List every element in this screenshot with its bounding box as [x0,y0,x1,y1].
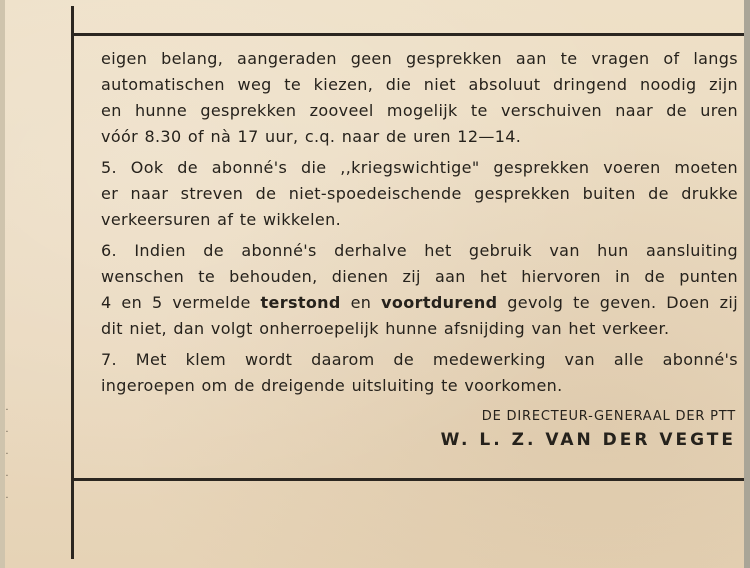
text-line-mixed [101,290,738,316]
text-line: 5. Ook de abonné's die ,,kriegswichtige" gesprekken voeren moeten [101,158,738,177]
column-rule-top [74,33,744,36]
text-line: 7. Met klem wordt daarom de medewerking van alle abonné's [101,350,738,369]
text-line: vóór 8.30 of nà 17 uur, c.q. naar de uren 12—14. [101,127,522,146]
margin-marks: · · · · · [5,405,9,504]
column-rule-vertical [71,6,74,559]
paragraph-5 [101,155,738,233]
paragraph-7 [101,347,738,399]
text-run: 4 en 5 vermelde [101,293,261,312]
column-rule-bottom [74,478,744,481]
signatory-name: W. L. Z. VAN DER VEGTE [440,430,736,450]
text-run: gevolg te geven. Doen zij [497,293,738,312]
text-line: dit niet, dan volgt onherroepelijk hunne afsnijding van het verkeer. [101,319,670,338]
paragraph-4-continued [101,46,738,150]
scan-edge-right [744,0,750,568]
emphasis-terstond: terstond [260,293,341,312]
text-line: ingeroepen om de dreigende uitsluiting te voorkomen. [101,376,563,395]
paragraph-6 [101,238,738,342]
text-line: automatischen weg te kiezen, die niet absoluut dringend noodig zijn [101,75,738,94]
text-line: en hunne gesprekken zooveel mogelijk te verschuiven naar de uren [101,101,738,120]
text-line: eigen belang, aangeraden geen gesprekken aan te vragen of langs [101,49,738,68]
emphasis-voortdurend: voortdurend [381,293,498,312]
announcement-body [101,46,738,399]
text-line: 6. Indien de abonné's derhalve het gebruik van hun aansluiting [101,241,738,260]
text-line: wenschen te behouden, dienen zij aan het hiervoren in de punten [101,267,738,286]
text-run: en [340,293,382,312]
text-line: er naar streven de niet-spoedeischende gesprekken buiten de drukke [101,184,738,203]
text-line: verkeersuren af te wikkelen. [101,210,342,229]
signatory-title: DE DIRECTEUR-GENERAAL DER PTT [481,409,736,424]
